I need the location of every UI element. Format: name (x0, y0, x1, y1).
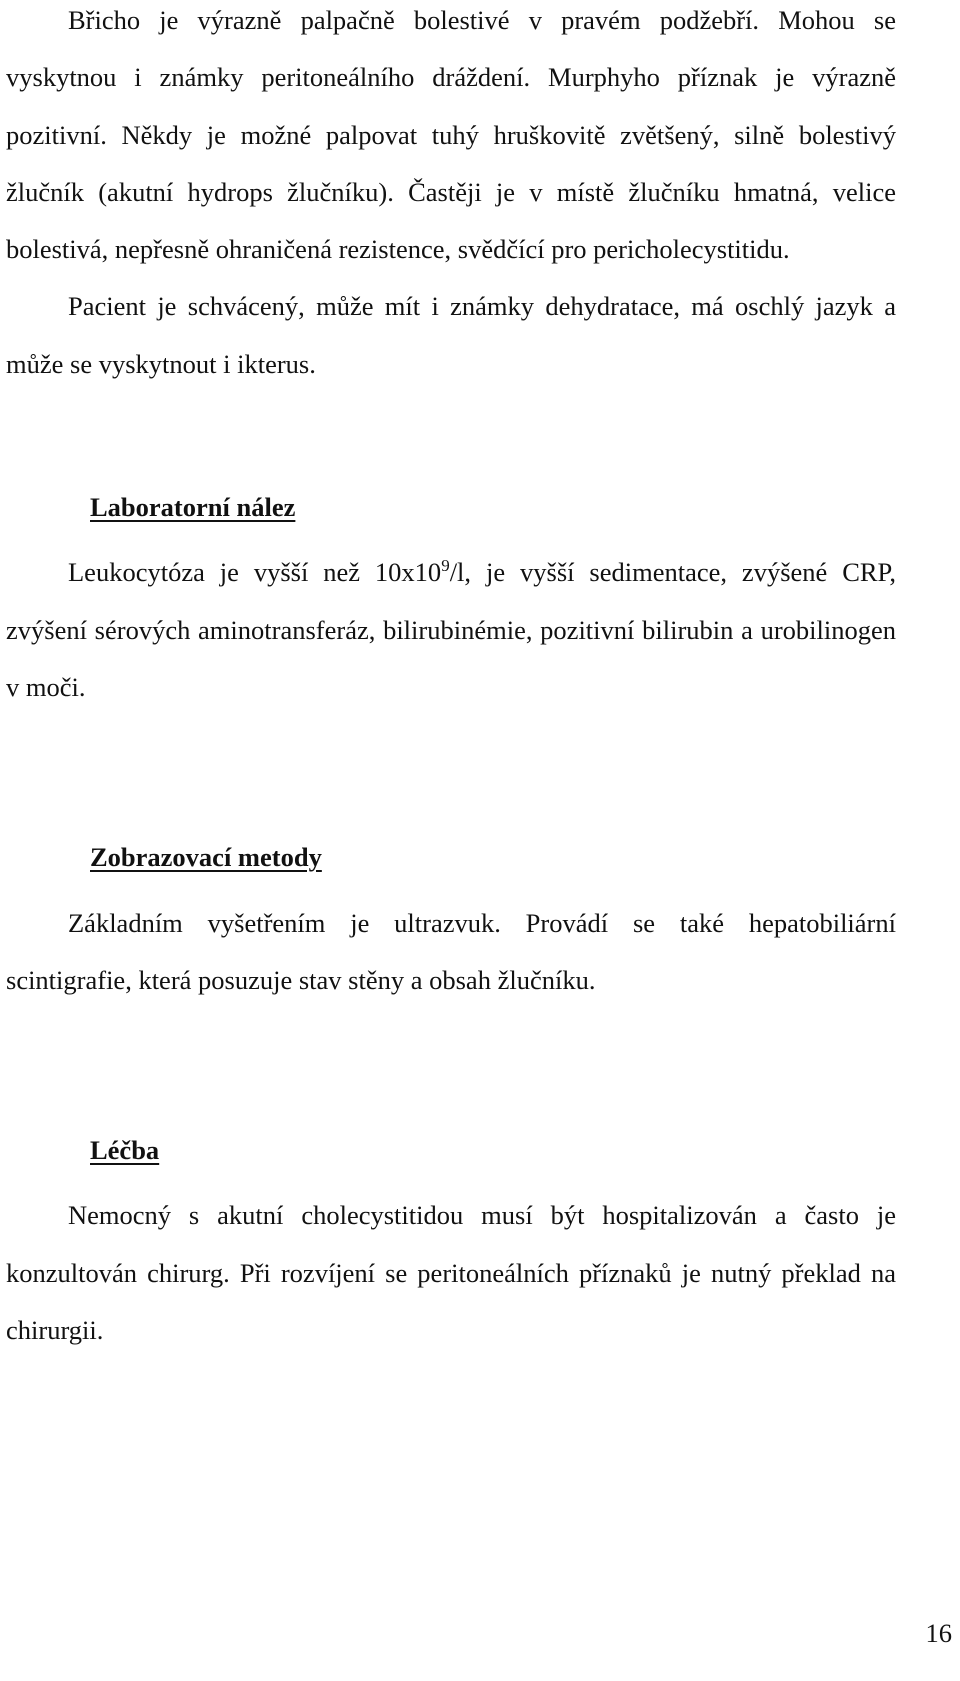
laboratory-paragraph (6, 544, 896, 716)
intro-paragraph-2: Pacient je schvácený, může mít i známky dehydratace, má oschlý jazyk a může se vyskytnout i ikterus. (6, 291, 896, 379)
laboratory-text-after: /l, je vyšší sedimentace, zvýšené CRP, zvýšení sérových aminotransferáz, bilirubinémie, pozitivní bilirubin a urobilinogen v moči. (6, 557, 896, 702)
treatment-paragraph: Nemocný s akutní cholecystitidou musí být hospitalizován a často je konzultován chirurg. Při rozvíjení se peritoneálních příznaků je nutný překlad na chirurgii. (6, 1200, 896, 1346)
page-number: 16 (925, 1618, 952, 1648)
section-heading-imaging: Zobrazovací metody (90, 842, 322, 873)
document-page (6, 0, 896, 1359)
section-heading-laboratory: Laboratorní nález (90, 492, 296, 523)
laboratory-text-before: Leukocytóza je vyšší než 10x10 (68, 557, 442, 588)
intro-paragraph-1: Břicho je výrazně palpačně bolestivé v pravém podžebří. Mohou se vyskytnou i známky peritoneálního dráždení. Murphyho příznak je výrazně pozitivní. Někdy je možné palpovat tuhý hruškovitě zvětšený, silně bolestivý žlučník (akutní hydrops žlučníku). Častěji je v místě žlučníku hmatná, velice bolestivá, nepřesně ohraničená rezistence, svědčící pro pericholecystitidu. (6, 5, 896, 265)
laboratory-exponent: 9 (441, 556, 450, 576)
imaging-paragraph: Základním vyšetřením je ultrazvuk. Provádí se také hepatobiliární scintigrafie, která posuzuje stav stěny a obsah žlučníku. (6, 907, 896, 995)
section-heading-treatment: Léčba (90, 1135, 160, 1166)
